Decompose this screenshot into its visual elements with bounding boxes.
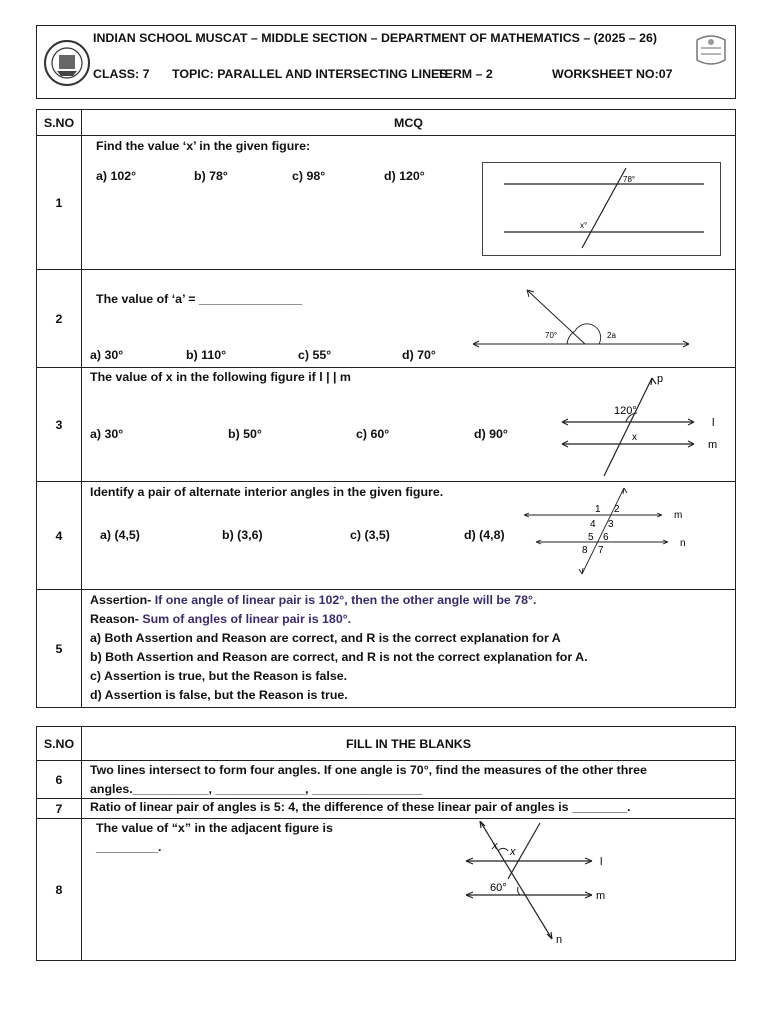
q4-fig-angle-1: 1 bbox=[595, 504, 601, 515]
q8-text-line1: The value of “x” in the adjacent figure is bbox=[96, 821, 333, 835]
q2-number: 2 bbox=[37, 270, 82, 368]
q4-text: Identify a pair of alternate interior angles in the given figure. bbox=[90, 485, 444, 499]
q3-option-b: b) 50° bbox=[228, 427, 262, 441]
q6-text-line1: Two lines intersect to form four angles. If one angle is 70°, find the measures of the other three bbox=[90, 763, 647, 777]
topic-label: TOPIC: PARALLEL AND INTERSECTING LINES bbox=[172, 67, 448, 81]
q4-option-d: d) (4,8) bbox=[464, 528, 505, 542]
mcq-header: MCQ bbox=[82, 110, 736, 136]
q3-number: 3 bbox=[37, 368, 82, 482]
q3-cell bbox=[82, 368, 735, 480]
q4-fig-angle-8: 8 bbox=[582, 545, 588, 556]
q2-option-a: a) 30° bbox=[90, 348, 124, 362]
q3-option-a: a) 30° bbox=[90, 427, 124, 441]
q1-option-c: c) 98° bbox=[292, 169, 326, 183]
q5-reason bbox=[90, 612, 351, 626]
q4-fig-angle-5: 5 bbox=[588, 532, 594, 543]
q2-cell bbox=[82, 270, 735, 366]
q7-text: Ratio of linear pair of angles is 5: 4, the difference of these linear pair of angles is ________. bbox=[90, 800, 631, 814]
q4-fig-line-m: m bbox=[674, 510, 683, 521]
q2-fig-angle-2a: 2a bbox=[607, 331, 616, 340]
q8-fig-line-n: n bbox=[556, 934, 563, 946]
q1-text: Find the value ‘x’ in the given figure: bbox=[96, 139, 311, 153]
q1-number: 1 bbox=[37, 136, 82, 270]
q5-number: 5 bbox=[37, 590, 82, 708]
class-label: CLASS: 7 bbox=[93, 67, 150, 81]
q1-fig-angle-x: x° bbox=[580, 221, 588, 230]
q8-fig-angle-x2: x bbox=[510, 846, 516, 858]
q8-cell bbox=[82, 819, 735, 959]
q3-option-d: d) 90° bbox=[474, 427, 508, 441]
q6-number: 6 bbox=[37, 761, 82, 799]
q4-fig-angle-4: 4 bbox=[590, 519, 596, 530]
q8-fig-line-m: m bbox=[596, 890, 606, 902]
q5-assertion bbox=[90, 593, 536, 607]
mcq-sno-header: S.NO bbox=[37, 110, 82, 136]
q4-fig-angle-6: 6 bbox=[603, 532, 609, 543]
q4-option-a: a) (4,5) bbox=[100, 528, 140, 542]
q2-option-b: b) 110° bbox=[186, 348, 227, 362]
school-title: INDIAN SCHOOL MUSCAT – MIDDLE SECTION – DEPARTMENT OF MATHEMATICS – (2025 – 26) bbox=[93, 31, 658, 45]
q1-cell bbox=[82, 136, 735, 268]
q5-option-b: b) Both Assertion and Reason are correct, and R is not the correct explanation for A. bbox=[90, 650, 588, 664]
q5-option-c: c) Assertion is true, but the Reason is false. bbox=[90, 669, 348, 683]
q3-option-c: c) 60° bbox=[356, 427, 390, 441]
fill-in-blanks-table bbox=[36, 726, 736, 961]
q1-fig-angle-78: 78° bbox=[623, 175, 636, 184]
q4-figure bbox=[522, 486, 702, 581]
q4-fig-angle-7: 7 bbox=[598, 545, 604, 556]
q1-option-d: d) 120° bbox=[384, 169, 425, 183]
q4-number: 4 bbox=[37, 482, 82, 590]
q2-figure bbox=[467, 282, 697, 362]
q5-cell bbox=[82, 590, 735, 706]
q4-option-c: c) (3,5) bbox=[350, 528, 390, 542]
q8-figure bbox=[412, 821, 612, 951]
worksheet-number: WORKSHEET NO:07 bbox=[552, 67, 673, 81]
q3-fig-line-l: l bbox=[712, 417, 715, 429]
q1-figure bbox=[482, 162, 722, 257]
q1-option-b: b) 78° bbox=[194, 169, 228, 183]
q3-figure bbox=[552, 370, 722, 480]
fib-sno-header: S.NO bbox=[37, 727, 82, 761]
worksheet-header bbox=[36, 25, 736, 99]
department-emblem-icon bbox=[691, 30, 731, 74]
school-logo-icon bbox=[43, 36, 91, 90]
mcq-table bbox=[36, 109, 736, 708]
q4-fig-angle-3: 3 bbox=[608, 519, 614, 530]
fib-header: FILL IN THE BLANKS bbox=[82, 727, 736, 761]
q8-fig-line-l: l bbox=[600, 856, 603, 868]
q3-text: The value of x in the following figure if l | | m bbox=[90, 370, 351, 384]
q1-option-a: a) 102° bbox=[96, 169, 137, 183]
q6-cell bbox=[82, 761, 735, 797]
q7-number: 7 bbox=[37, 799, 82, 819]
term-label: TERM – 2 bbox=[437, 67, 493, 81]
q4-fig-angle-2: 2 bbox=[614, 504, 620, 515]
q2-fig-angle-70: 70° bbox=[545, 331, 558, 340]
q5-reason-label: Reason- bbox=[90, 612, 143, 626]
q4-fig-line-n: n bbox=[680, 538, 686, 549]
q2-text: The value of ‘a’ = _______________ bbox=[96, 292, 303, 306]
q8-fig-angle-60: 60° bbox=[490, 882, 507, 894]
q8-fig-angle-x1: x bbox=[492, 840, 498, 852]
q8-text-line2: _________. bbox=[96, 840, 162, 854]
q3-fig-angle-120: 120° bbox=[614, 405, 637, 417]
q5-assertion-label: Assertion- bbox=[90, 593, 155, 607]
q5-reason-text: Sum of angles of linear pair is 180°. bbox=[142, 612, 352, 626]
q4-option-b: b) (3,6) bbox=[222, 528, 263, 542]
q5-assertion-text: If one angle of linear pair is 102°, then the other angle will be 78°. bbox=[154, 593, 537, 607]
q7-cell bbox=[82, 799, 735, 817]
q5-option-d: d) Assertion is false, but the Reason is true. bbox=[90, 688, 348, 702]
q3-fig-angle-x: x bbox=[632, 432, 637, 443]
q3-fig-line-p: p bbox=[657, 373, 664, 385]
q2-option-d: d) 70° bbox=[402, 348, 436, 362]
q4-cell bbox=[82, 482, 735, 588]
q3-fig-line-m: m bbox=[708, 439, 718, 451]
q5-option-a: a) Both Assertion and Reason are correct, and R is the correct explanation for A bbox=[90, 631, 561, 645]
q6-text-line2: angles.___________, _____________, ________________ bbox=[90, 782, 423, 796]
q2-option-c: c) 55° bbox=[298, 348, 332, 362]
q8-number: 8 bbox=[37, 819, 82, 961]
